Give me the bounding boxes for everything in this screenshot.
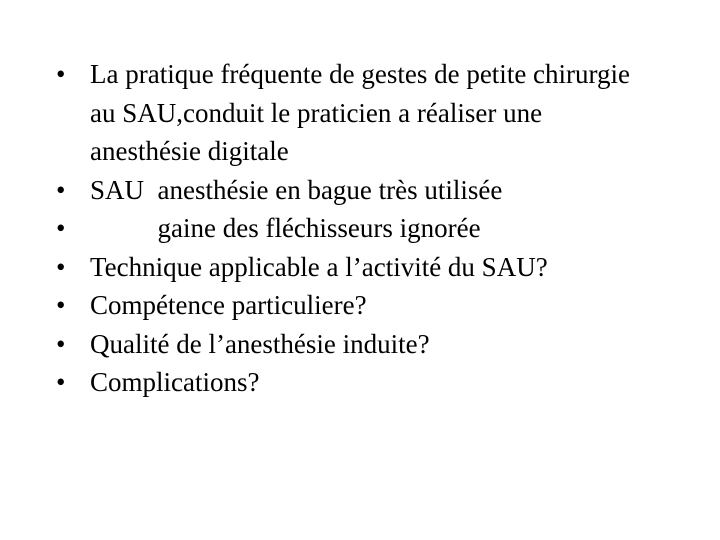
bullet-list: [56, 55, 696, 402]
bullet-item: [56, 363, 696, 402]
bullet-text: Qualité de l’anesthésie induite?: [90, 328, 430, 359]
bullet-item: [56, 209, 696, 248]
bullet-icon: •: [56, 328, 66, 359]
bullet-item: [56, 55, 696, 171]
bullet-text: gaine des fléchisseurs ignorée: [90, 213, 481, 243]
bullet-item: [56, 171, 696, 210]
bullet-icon: •: [56, 290, 66, 320]
bullet-text: Compétence particuliere?: [90, 290, 367, 320]
bullet-item: [56, 286, 696, 325]
bullet-icon: •: [56, 174, 66, 205]
bullet-item: [56, 248, 696, 287]
bullet-icon: •: [56, 213, 66, 243]
bullet-text: Technique applicable a l’activité du SAU?: [90, 251, 548, 282]
bullet-item: [56, 325, 696, 364]
bullet-icon: •: [56, 251, 66, 282]
bullet-icon: •: [56, 59, 66, 89]
bullet-text: La pratique fréquente de gestes de petite chirurgie au SAU,conduit le praticien a réaliser une anesthésie digitale: [90, 59, 637, 166]
bullet-text: Complications?: [90, 367, 260, 397]
bullet-text: SAU anesthésie en bague très utilisée: [90, 174, 503, 205]
bullet-icon: •: [56, 367, 66, 397]
